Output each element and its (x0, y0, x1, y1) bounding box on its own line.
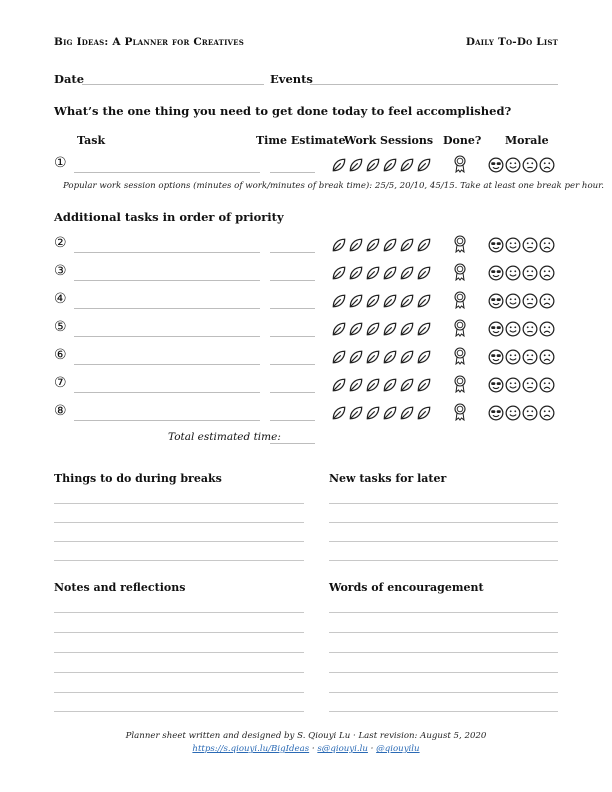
new-tasks-line[interactable] (329, 503, 558, 504)
task-number: ④ (54, 291, 67, 307)
sad-face-icon[interactable] (539, 377, 555, 393)
cool-face-icon[interactable] (488, 349, 504, 365)
breaks-line[interactable] (54, 560, 304, 561)
col-time-estimate: Time Estimate (256, 134, 346, 147)
new-tasks-heading: New tasks for later (329, 472, 447, 485)
leaf-icon[interactable] (416, 237, 432, 253)
time-estimate-input[interactable] (270, 419, 315, 421)
cool-face-icon[interactable] (488, 157, 504, 173)
events-field[interactable] (310, 83, 558, 85)
award-ribbon-icon[interactable] (453, 155, 467, 173)
encouragement-heading: Words of encouragement (329, 581, 484, 594)
happy-face-icon[interactable] (505, 377, 521, 393)
leaf-icon[interactable] (382, 377, 398, 393)
leaf-icon[interactable] (348, 349, 364, 365)
cool-face-icon[interactable] (488, 377, 504, 393)
total-time-field[interactable] (270, 442, 315, 444)
col-task: Task (77, 134, 106, 147)
planner-title: Big Ideas: A Planner for Creatives (54, 36, 244, 48)
neutral-face-icon[interactable] (522, 349, 538, 365)
time-estimate-input[interactable] (270, 171, 315, 173)
leaf-icon[interactable] (348, 265, 364, 281)
leaf-icon[interactable] (416, 265, 432, 281)
morale-selector (488, 237, 555, 253)
col-work-sessions: Work Sessions (344, 134, 434, 147)
leaf-icon[interactable] (382, 405, 398, 421)
task-input[interactable] (74, 307, 260, 309)
time-estimate-input[interactable] (270, 307, 315, 309)
events-label: Events (270, 72, 313, 86)
leaf-icon[interactable] (416, 349, 432, 365)
time-estimate-input[interactable] (270, 391, 315, 393)
encouragement-line[interactable] (329, 632, 558, 633)
leaf-icon[interactable] (348, 405, 364, 421)
leaf-icon[interactable] (348, 321, 364, 337)
encouragement-line[interactable] (329, 672, 558, 673)
leaf-icon[interactable] (331, 157, 347, 173)
breaks-heading: Things to do during breaks (54, 472, 222, 485)
sad-face-icon[interactable] (539, 293, 555, 309)
task-number: ⑦ (54, 375, 67, 391)
leaf-icon[interactable] (399, 265, 415, 281)
morale-selector (488, 405, 555, 421)
notes-line[interactable] (54, 612, 304, 613)
happy-face-icon[interactable] (505, 157, 521, 173)
leaf-icon[interactable] (365, 349, 381, 365)
footer-separator: · (309, 744, 318, 754)
new-tasks-line[interactable] (329, 522, 558, 523)
additional-tasks-heading: Additional tasks in order of priority (54, 210, 284, 224)
happy-face-icon[interactable] (505, 405, 521, 421)
task-input[interactable] (74, 419, 260, 421)
leaf-icon[interactable] (331, 349, 347, 365)
cool-face-icon[interactable] (488, 293, 504, 309)
website-link[interactable]: https://s.qiouyi.lu/BigIdeas (192, 744, 310, 754)
task-number: ① (54, 155, 67, 171)
neutral-face-icon[interactable] (522, 377, 538, 393)
breaks-line[interactable] (54, 503, 304, 504)
award-ribbon-icon[interactable] (453, 347, 467, 365)
award-ribbon-icon[interactable] (453, 403, 467, 421)
morale-selector (488, 321, 555, 337)
time-estimate-input[interactable] (270, 335, 315, 337)
leaf-icon[interactable] (399, 293, 415, 309)
leaf-icon[interactable] (399, 237, 415, 253)
work-session-checkboxes (331, 349, 432, 365)
leaf-icon[interactable] (399, 377, 415, 393)
total-time-label: Total estimated time: (168, 431, 281, 443)
leaf-icon[interactable] (348, 237, 364, 253)
encouragement-line[interactable] (329, 692, 558, 693)
leaf-icon[interactable] (331, 321, 347, 337)
leaf-icon[interactable] (382, 237, 398, 253)
notes-heading: Notes and reflections (54, 581, 186, 594)
date-field[interactable] (82, 83, 264, 85)
leaf-icon[interactable] (331, 265, 347, 281)
task-input[interactable] (74, 279, 260, 281)
award-ribbon-icon[interactable] (453, 375, 467, 393)
leaf-icon[interactable] (331, 405, 347, 421)
task-number: ⑧ (54, 403, 67, 419)
footer-links (0, 744, 612, 754)
happy-face-icon[interactable] (505, 349, 521, 365)
time-estimate-input[interactable] (270, 363, 315, 365)
task-input[interactable] (74, 391, 260, 393)
neutral-face-icon[interactable] (522, 405, 538, 421)
leaf-icon[interactable] (348, 377, 364, 393)
morale-selector (488, 265, 555, 281)
cool-face-icon[interactable] (488, 405, 504, 421)
sad-face-icon[interactable] (539, 349, 555, 365)
leaf-icon[interactable] (331, 293, 347, 309)
sad-face-icon[interactable] (539, 405, 555, 421)
time-estimate-input[interactable] (270, 251, 315, 253)
neutral-face-icon[interactable] (522, 265, 538, 281)
task-input[interactable] (74, 335, 260, 337)
breaks-line[interactable] (54, 522, 304, 523)
happy-face-icon[interactable] (505, 265, 521, 281)
notes-line[interactable] (54, 692, 304, 693)
award-ribbon-icon[interactable] (453, 235, 467, 253)
neutral-face-icon[interactable] (522, 237, 538, 253)
leaf-icon[interactable] (416, 157, 432, 173)
leaf-icon[interactable] (365, 157, 381, 173)
sad-face-icon[interactable] (539, 237, 555, 253)
leaf-icon[interactable] (331, 237, 347, 253)
sheet-title: Daily To-Do List (465, 36, 558, 48)
leaf-icon[interactable] (382, 293, 398, 309)
leaf-icon[interactable] (399, 405, 415, 421)
award-ribbon-icon[interactable] (453, 263, 467, 281)
morale-selector (488, 157, 555, 173)
time-estimate-input[interactable] (270, 279, 315, 281)
leaf-icon[interactable] (331, 377, 347, 393)
work-session-checkboxes (331, 293, 432, 309)
leaf-icon[interactable] (365, 265, 381, 281)
date-label: Date (54, 72, 85, 86)
neutral-face-icon[interactable] (522, 293, 538, 309)
task-number: ⑤ (54, 319, 67, 335)
task-number: ③ (54, 263, 67, 279)
encouragement-line[interactable] (329, 612, 558, 613)
new-tasks-line[interactable] (329, 560, 558, 561)
sad-face-icon[interactable] (539, 321, 555, 337)
leaf-icon[interactable] (382, 349, 398, 365)
leaf-icon[interactable] (416, 321, 432, 337)
email-link[interactable]: s@qiouyi.lu (317, 744, 368, 754)
breaks-line[interactable] (54, 541, 304, 542)
happy-face-icon[interactable] (505, 321, 521, 337)
leaf-icon[interactable] (382, 321, 398, 337)
work-session-checkboxes (331, 265, 432, 281)
col-done: Done? (443, 134, 482, 147)
leaf-icon[interactable] (399, 321, 415, 337)
leaf-icon[interactable] (365, 237, 381, 253)
col-morale: Morale (505, 134, 549, 147)
leaf-icon[interactable] (416, 405, 432, 421)
leaf-icon[interactable] (365, 293, 381, 309)
task-number: ⑥ (54, 347, 67, 363)
social-link[interactable]: @qiouyilu (376, 744, 420, 754)
new-tasks-line[interactable] (329, 541, 558, 542)
footer-separator: · (367, 744, 377, 754)
leaf-icon[interactable] (416, 293, 432, 309)
cool-face-icon[interactable] (488, 237, 504, 253)
work-session-checkboxes (331, 405, 432, 421)
sad-face-icon[interactable] (539, 157, 555, 173)
encouragement-line[interactable] (329, 711, 558, 712)
work-session-checkboxes (331, 377, 432, 393)
neutral-face-icon[interactable] (522, 321, 538, 337)
task-input[interactable] (74, 251, 260, 253)
work-session-checkboxes (331, 157, 432, 173)
leaf-icon[interactable] (365, 377, 381, 393)
neutral-face-icon[interactable] (522, 157, 538, 173)
morale-selector (488, 293, 555, 309)
leaf-icon[interactable] (348, 157, 364, 173)
leaf-icon[interactable] (416, 377, 432, 393)
work-session-checkboxes (331, 321, 432, 337)
happy-face-icon[interactable] (505, 237, 521, 253)
encouragement-line[interactable] (329, 652, 558, 653)
notes-line[interactable] (54, 652, 304, 653)
leaf-icon[interactable] (365, 405, 381, 421)
award-ribbon-icon[interactable] (453, 291, 467, 309)
leaf-icon[interactable] (399, 157, 415, 173)
task-input[interactable] (74, 171, 260, 173)
cool-face-icon[interactable] (488, 265, 504, 281)
footer-credit: Planner sheet written and designed by S. Qiouyi Lu · Last revision: August 5, 2020 (125, 731, 487, 741)
leaf-icon[interactable] (382, 265, 398, 281)
leaf-icon[interactable] (348, 293, 364, 309)
morale-selector (488, 349, 555, 365)
notes-line[interactable] (54, 632, 304, 633)
task-input[interactable] (74, 363, 260, 365)
work-session-checkboxes (331, 237, 432, 253)
leaf-icon[interactable] (399, 349, 415, 365)
leaf-icon[interactable] (365, 321, 381, 337)
happy-face-icon[interactable] (505, 293, 521, 309)
cool-face-icon[interactable] (488, 321, 504, 337)
award-ribbon-icon[interactable] (453, 319, 467, 337)
morale-selector (488, 377, 555, 393)
notes-line[interactable] (54, 711, 304, 712)
notes-line[interactable] (54, 672, 304, 673)
task-number: ② (54, 235, 67, 251)
main-question: What’s the one thing you need to get done today to feel accomplished? (54, 104, 512, 118)
work-session-note: Popular work session options (minutes of work/minutes of break time): 25/5, 20/10, 45/15. Take at least one break per hour. (63, 181, 605, 191)
sad-face-icon[interactable] (539, 265, 555, 281)
leaf-icon[interactable] (382, 157, 398, 173)
